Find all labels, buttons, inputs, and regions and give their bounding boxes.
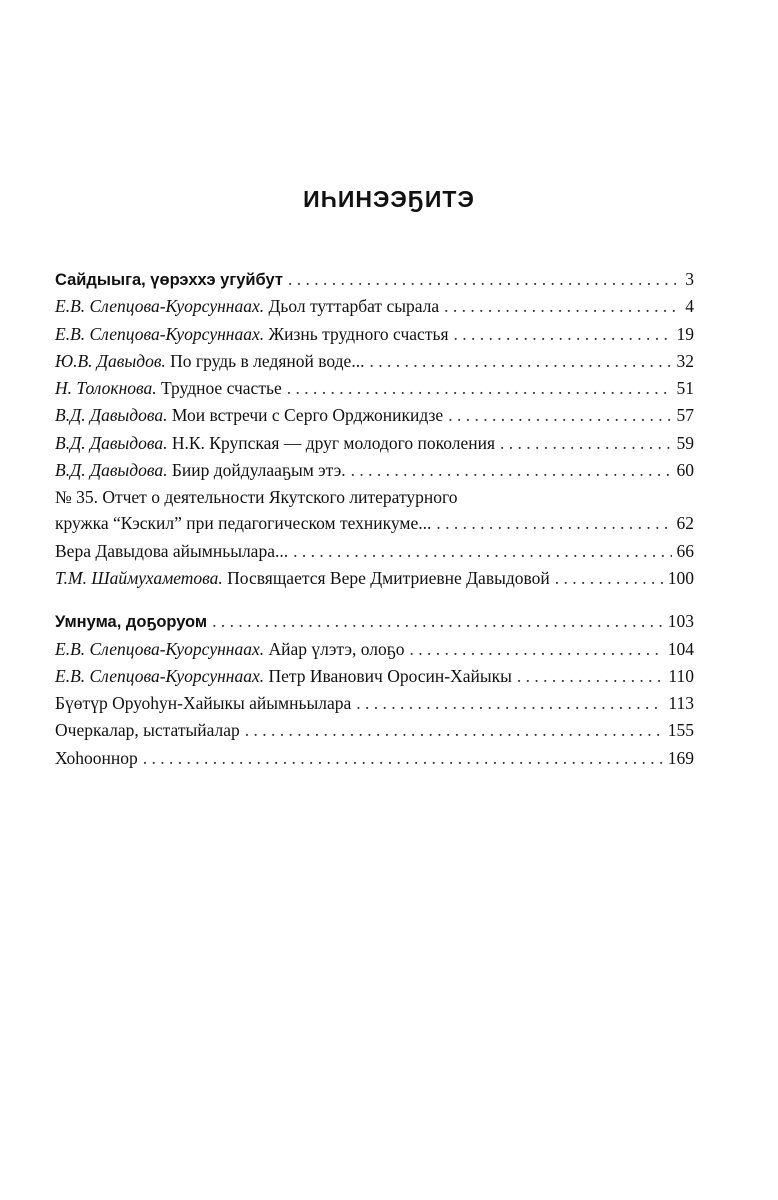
toc-entry[interactable] bbox=[55, 690, 694, 717]
entry-title: Посвящается Вере Дмитриевне Давыдовой bbox=[227, 567, 550, 588]
section-heading-title: Умнума, доҕоруом bbox=[55, 613, 208, 632]
page-number: 110 bbox=[668, 665, 694, 686]
toc-entry[interactable] bbox=[55, 717, 694, 744]
entry-title: Вера Давыдова айымньылара... bbox=[55, 540, 289, 561]
dot-leader bbox=[436, 510, 671, 537]
dot-leader bbox=[517, 663, 663, 690]
dot-leader bbox=[409, 636, 662, 663]
dot-leader bbox=[287, 375, 672, 402]
entry-author: В.Д. Давыдова. bbox=[55, 405, 168, 426]
toc-entry[interactable] bbox=[55, 348, 694, 375]
entry-author: Т.М. Шаймухаметова. bbox=[55, 567, 223, 588]
entry-title: Очеркалар, ыстатыйалар bbox=[55, 720, 240, 741]
page-number: 19 bbox=[676, 323, 694, 344]
entry-title-line-1: № 35. Отчет о деятельности Якутского литературного bbox=[55, 487, 458, 508]
dot-leader bbox=[245, 717, 663, 744]
page-number: 100 bbox=[667, 567, 694, 588]
dot-leader bbox=[454, 321, 672, 348]
entry-title: Мои встречи с Серго Орджоникидзе bbox=[171, 405, 444, 426]
page-number: 59 bbox=[676, 432, 694, 453]
entry-title: По грудь в ледяной воде... bbox=[170, 350, 365, 371]
dot-leader bbox=[555, 565, 663, 592]
toc-section-1 bbox=[55, 266, 694, 592]
dot-leader bbox=[351, 457, 672, 484]
entry-author: Н. Толокнова. bbox=[55, 378, 157, 399]
toc-entry[interactable] bbox=[55, 375, 694, 402]
entry-title: Дьол туттарбат сырала bbox=[268, 296, 440, 317]
page-number: 3 bbox=[685, 269, 694, 289]
page-number: 4 bbox=[685, 296, 694, 317]
entry-title: Бүөтүр Оруоһун-Хайыкы айымньылара bbox=[55, 693, 352, 714]
toc-entry-report[interactable] bbox=[55, 484, 694, 537]
entry-title: Айар үлэтэ, олоҕо bbox=[268, 638, 405, 659]
toc-entry[interactable] bbox=[55, 430, 694, 457]
toc-entry[interactable] bbox=[55, 745, 694, 772]
entry-title: Н.К. Крупская — друг молодого поколения bbox=[171, 432, 496, 453]
dot-leader bbox=[444, 293, 680, 320]
page-number: 60 bbox=[676, 460, 694, 481]
entry-author: Е.В. Слепцова-Куорсуннаах. bbox=[55, 665, 265, 686]
section-heading-title: Сайдыыга, үөрэххэ угуйбут bbox=[55, 271, 283, 289]
page-number: 32 bbox=[676, 350, 694, 371]
page-number: 103 bbox=[667, 611, 694, 632]
entry-title-line-2: кружка “Кэскил” при педагогическом техникуме... bbox=[55, 513, 432, 534]
page-number: 113 bbox=[668, 693, 694, 714]
toc-entry[interactable] bbox=[55, 293, 694, 320]
toc-entry[interactable] bbox=[55, 457, 694, 484]
table-of-contents bbox=[55, 266, 694, 772]
toc-entry[interactable] bbox=[55, 565, 694, 592]
page-number: 66 bbox=[676, 540, 694, 561]
dot-leader bbox=[369, 348, 671, 375]
toc-entry[interactable] bbox=[55, 636, 694, 663]
entry-author: Е.В. Слепцова-Куорсуннаах. bbox=[55, 296, 265, 317]
dot-leader bbox=[212, 608, 663, 635]
page-title: ИҺИНЭЭҔИТЭ bbox=[303, 186, 475, 212]
page-number: 57 bbox=[676, 405, 694, 426]
toc-entry[interactable] bbox=[55, 402, 694, 429]
entry-title: Жизнь трудного счастья bbox=[268, 323, 449, 344]
toc-entry[interactable] bbox=[55, 538, 694, 565]
dot-leader bbox=[288, 266, 680, 293]
section-heading[interactable] bbox=[55, 608, 694, 635]
entry-author: В.Д. Давыдова. bbox=[55, 432, 168, 453]
section-heading[interactable] bbox=[55, 266, 694, 293]
dot-leader bbox=[356, 690, 663, 717]
dot-leader bbox=[293, 538, 671, 565]
entry-author: Е.В. Слепцова-Куорсуннаах. bbox=[55, 323, 265, 344]
entry-author: Ю.В. Давыдов. bbox=[55, 350, 166, 371]
entry-author: Е.В. Слепцова-Куорсуннаах. bbox=[55, 638, 265, 659]
page-number: 51 bbox=[676, 378, 694, 399]
dot-leader bbox=[143, 745, 663, 772]
page-number: 155 bbox=[667, 720, 694, 741]
entry-title: Хоһооннор bbox=[55, 747, 138, 768]
toc-entry[interactable] bbox=[55, 663, 694, 690]
entry-author: В.Д. Давыдова. bbox=[55, 460, 168, 481]
page-number: 104 bbox=[667, 638, 694, 659]
toc-section-2 bbox=[55, 608, 694, 772]
entry-title: Биир дойдулааҕым этэ. bbox=[171, 460, 346, 481]
page-number: 62 bbox=[676, 513, 694, 534]
dot-leader bbox=[500, 430, 671, 457]
entry-title: Петр Иванович Оросин-Хайыкы bbox=[268, 665, 512, 686]
page-number: 169 bbox=[667, 747, 694, 768]
toc-entry[interactable] bbox=[55, 321, 694, 348]
dot-leader bbox=[448, 402, 671, 429]
entry-title: Трудное счастье bbox=[161, 378, 282, 399]
